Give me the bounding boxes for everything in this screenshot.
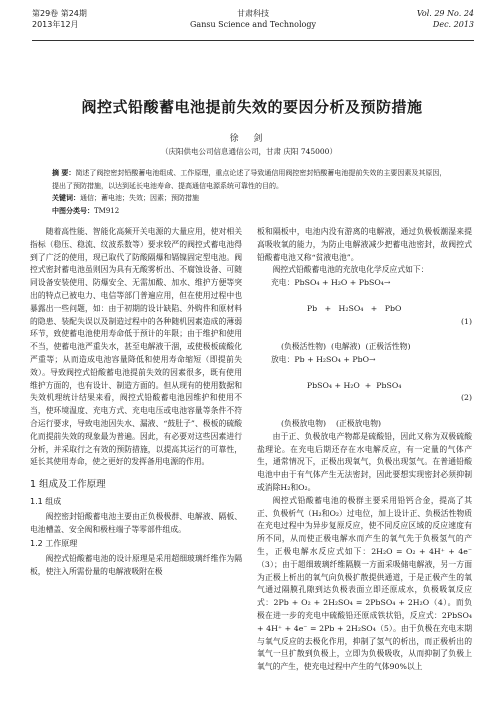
equation-1-number: (1) <box>460 316 472 326</box>
equation-2-number: (2) <box>460 393 472 403</box>
equation-1-rhs: Pb + H₂SO₄ + PbO <box>306 303 402 313</box>
oxygen-recombination-paragraph: 阀控式铅酸蓄电池的极群主要采用铅钙合金，提高了其正、负极析气（H₂和O₂）过电位，加上设计正、负极活性物质在充电过程中为异步复原反应，使不同反应区域的反应速度有所不同，从而使正极电解水而产生的氧气先于负极氢气的产生，正极电解水反应式如下：2H₂O = O₂ + 4H⁺ + 4e⁻（3）；由于超细玻璃纤维隔膜一方面采吸储电解液，另一方面为正极上析出的氧气向负极扩散提供通道，于是正极产生的氧气通过隔膜孔隙到达负极表面立即还原成水，负极吸氧反应式：2Pb + O₂ + 2H₂SO₄ = 2PbSO₄ + 2H₂O（4）。而负极在进一步的充电中硫酸铅还原成铁状铅，反应式：2PbSO₄ + 4H⁺ + 4e⁻ = 2Pb + 2H₂SO₄（5）。由于负极在充电末期与氧气反应的去极化作用，抑制了氢气的析出，而正极析出的氧气一旦扩散到负极上，立即为负极吸收，从而抑制了负极上氧气的产生，使充电过程中产生的气体90%以上 <box>257 495 472 672</box>
equation-2 <box>257 367 472 418</box>
keywords-text: 通信；蓄电池；失效；因素；预防措施 <box>80 194 199 202</box>
volume-issue-en: Vol. 29 No. 24 <box>416 9 474 18</box>
keywords-label: 关键词： <box>52 194 80 202</box>
journal-name-cn: 甘肃科技 <box>237 9 269 18</box>
classification <box>52 205 448 218</box>
journal-name <box>32 8 474 30</box>
abstract <box>52 167 448 192</box>
classification-number: TM912 <box>94 206 120 215</box>
equation-1 <box>257 290 472 341</box>
issue-date-en: Dec. 2013 <box>432 20 474 29</box>
double-sulfate-paragraph: 由于正、负极放电产物都是硫酸铅，因此又称为双极硫酸盐理论。在充电后期还存在水电解反应，有一定量的气体产生，通常情况下，正极出现氧气，负极出现氢气。在普通铅酸电池中由于有气体产生无法密封，因此要想实现密封必须抑制或消除H₂和O₂。 <box>257 431 472 492</box>
affiliation: （庆阳供电公司信息通信公司，甘肃 庆阳 745000） <box>161 147 337 156</box>
paper-title: 阀控式铅酸蓄电池提前失效的要因分析及预防措施 <box>81 98 423 116</box>
classification-label: 中图分类号： <box>52 206 94 215</box>
reaction-intro: 阀控式铅酸蓄电池的充放电化学反应式如下： <box>272 265 429 275</box>
right-column <box>257 226 472 674</box>
keywords <box>52 192 448 205</box>
header-rule <box>32 40 474 41</box>
subsection-heading-1-2: 1.2 工作原理 <box>30 539 78 549</box>
abstract-block <box>52 167 448 217</box>
left-column <box>30 226 242 579</box>
issue-date: 2013年12月 <box>32 20 79 29</box>
journal-name-en: Gansu Science and Technology <box>190 20 316 29</box>
abstract-text: 简述了阀控密封铅酸蓄电池组成、工作原理，重点论述了导致通信用阀控密封铅酸蓄电池提前失效的主要因素及其原因，提出了预防措施，以达到延长电池寿命、提高通信电源系统可靠性的目的。 <box>52 169 447 190</box>
discharge-equation-lhs: 放电：Pb + H₂SO₄ + PbO→ <box>271 354 376 364</box>
section-heading-1: 1 组成及工作原理 <box>30 479 106 491</box>
equation-1-labels: (负极活性物) (电解液) (正极活性物) <box>281 342 411 352</box>
composition-paragraph: 阀控密封铅酸蓄电池主要由正负极极群、电解液、隔板、电池槽盖、安全阀和极柱端子等零部件组成。 <box>30 511 242 534</box>
journal-header <box>32 8 474 38</box>
issue-info-en <box>417 8 474 30</box>
abstract-label: 摘 要： <box>52 169 76 177</box>
equation-2-rhs: PbSO₄ + H₂O + PbSO₄ <box>306 380 402 390</box>
author: 徐 剑 <box>229 134 269 144</box>
volume-issue: 第29卷 第24期 <box>32 9 87 18</box>
equation-2-labels: (负极放电物) (正极放电物) <box>281 418 382 428</box>
charge-equation-lhs: 充电：PbSO₄ + H₂O + PbSO₄→ <box>271 278 391 288</box>
subsection-heading-1-1: 1.1 组成 <box>30 496 62 506</box>
principle-paragraph: 阀控式铅酸蓄电池的设计原理是采用超细玻璃纤维作为隔板，使注入所需份量的电解液吸附在极 <box>30 554 242 576</box>
continued-paragraph: 板和隔板中，电池内没有游离的电解液，通过负极板潮湿来提高吸收氧的能力，为防止电解液减少把蓄电池密封，故阀控式铅酸蓄电池又称“贫液电池”。 <box>257 227 472 262</box>
intro-paragraph: 随着高性能、智能化高频开关电源的大量应用，使对相关指标（稳压、稳流、纹波系数等）要求较严的阀控式蓄电池得到了广泛的使用，现已取代了防酸隔爆和镉镍固定型电池。阀控式密封蓄电池虽则因为具有无酸雾析出、不腐蚀设备、可随同设备安装使用、防爆安全、无需加酸、加水、维护方便等突出的特点已被电力、电信等部门普遍应用，但在使用过程中也暴露出一些问题，如：由于初期的设计缺陷、外购件和原材料的隐患、装配失误以及制造过程中的各种随机因素造成的薄弱环节，致使蓄电池使用寿命低于预计的年限；由于维护和使用不当，使蓄电池严重失水，甚至电解液干涸，或使极板硫酸化严重等；从而造成电池容量降低和使用寿命缩短（即提前失效）。导致阀控式铅酸蓄电池提前失效的因素很多，既有使用维护方面的，也有设计、制造方面的。但从现有的使用数据和失效机理统计结果来看，阀控式铅酸蓄电池因维护和使用不当，使环境温度、充电方式、充电电压或电池容量等条件不符合运行要求，导致电池因失水、漏液、“鼓肚子”、极板的硫酸化而提前失效的现象最为普遍。因此，有必要对这些因素进行分析，并采取行之有效的预防措施，以提高其运行的可靠性，延长其使用寿命，使之更好的发挥备用电源的作用。 <box>30 227 242 467</box>
